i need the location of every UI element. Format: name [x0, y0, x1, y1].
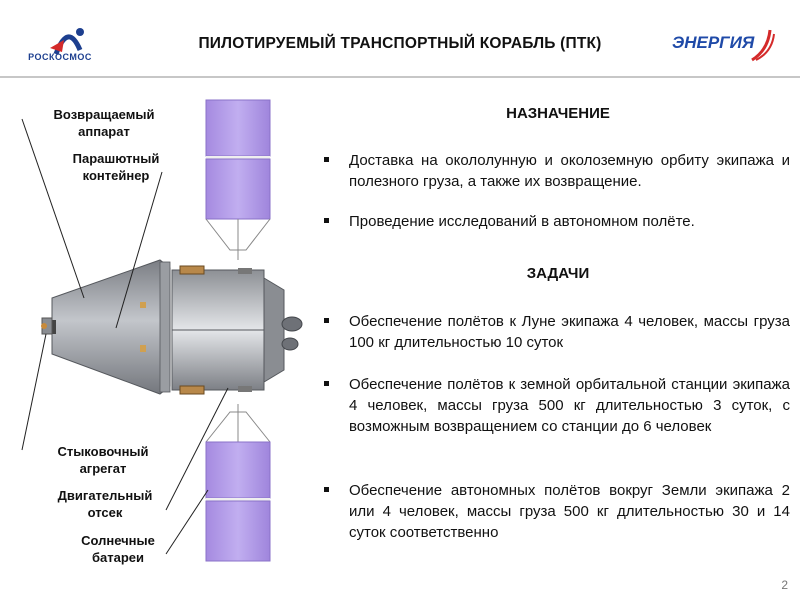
tasks-heading: ЗАДАЧИ [526, 265, 590, 282]
docking-unit-shape [41, 318, 52, 334]
task-item-3: Обеспечение автономных полётов вокруг Земли экипажа 2 или 4 человек, массы груза 500 кг длительностью 30 и 14 суток соответственно [324, 480, 790, 543]
solar-panel-upper [206, 100, 270, 260]
task-item-2: Обеспечение полётов к земной орбитальной станции экипажа 4 человек, массы груза 500 кг длительностью 3 суток, с возможным возвращением со станции до 6 человек [324, 374, 790, 437]
label-engine-compartment: Двигательный отсек [57, 488, 153, 520]
bullet-icon [324, 157, 329, 162]
roscosmos-logo-text: РОСКОСМОС [28, 52, 92, 62]
bullet-icon [324, 381, 329, 386]
label-return-vehicle: Возвращаемый аппарат [53, 107, 155, 139]
solar-panel-lower [206, 404, 270, 561]
task-item-1: Обеспечение полётов к Луне экипажа 4 человек, массы груза 100 кг длительностью 10 суток [324, 311, 790, 353]
header-divider [0, 76, 800, 78]
bullet-icon [324, 318, 329, 323]
purpose-heading: НАЗНАЧЕНИЕ [506, 105, 610, 122]
label-docking-unit: Стыковочный агрегат [57, 444, 149, 476]
purpose-item-1: Доставка на окололунную и околоземную орбиту экипажа и полезного груза, а также их возвращение. [324, 150, 790, 192]
bullet-icon [324, 218, 329, 223]
bullet-icon [324, 487, 329, 492]
page-title: ПИЛОТИРУЕМЫЙ ТРАНСПОРТНЫЙ КОРАБЛЬ (ПТК) [198, 35, 602, 52]
energia-logo [670, 26, 780, 66]
label-parachute-container: Парашютный контейнер [72, 151, 160, 183]
purpose-item-2: Проведение исследований в автономном полёте. [324, 211, 790, 232]
energia-logo-text: ЭНЕРГИЯ [672, 33, 755, 52]
return-capsule [52, 260, 170, 394]
label-solar-panels: Солнечные батареи [81, 533, 155, 565]
page-number: 2 [781, 578, 788, 592]
